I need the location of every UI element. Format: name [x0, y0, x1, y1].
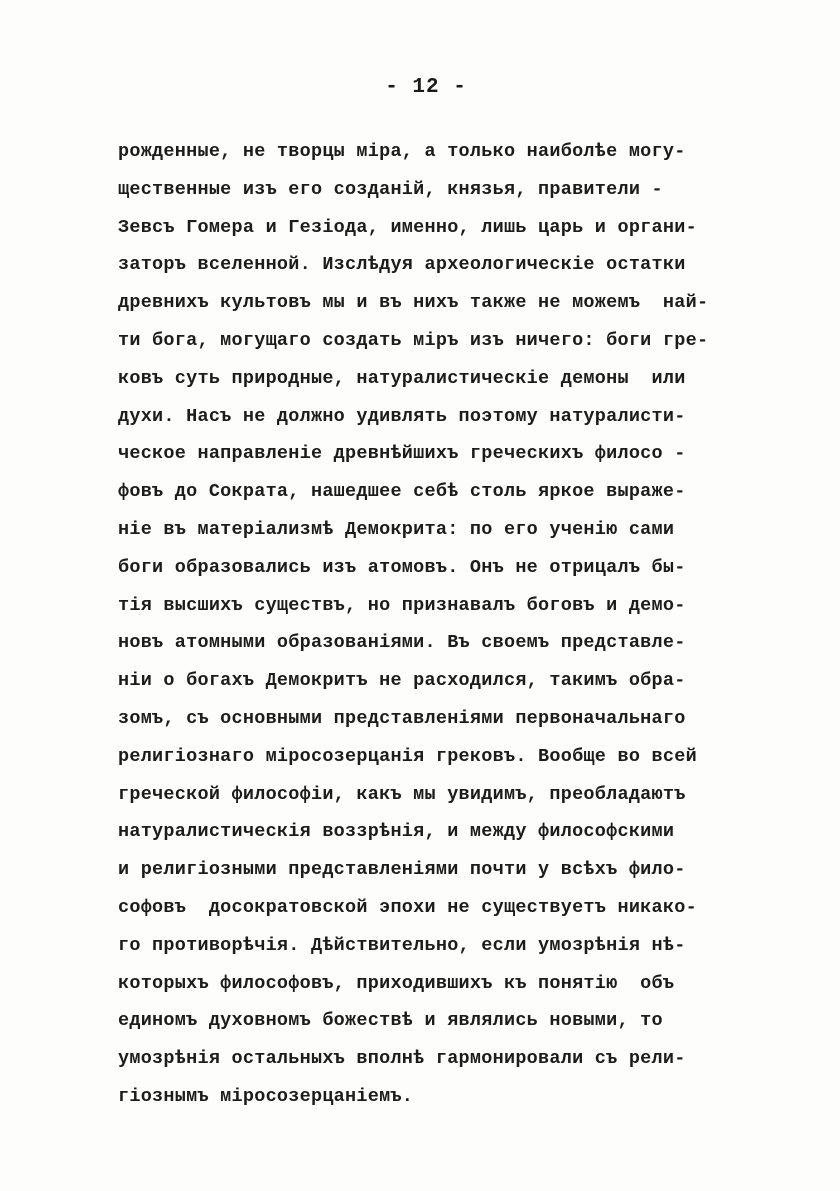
text-line: которыхъ философовъ, приходившихъ къ понятію объ: [118, 972, 675, 994]
text-line: ніи о богахъ Демокритъ не расходился, такимъ обра-: [118, 670, 686, 692]
text-line: фовъ до Сократа, нашедшее себѣ столь яркое выраже-: [118, 481, 686, 503]
text-line: натуралистическія воззрѣнія, и между философскими: [118, 821, 675, 843]
text-line: софовъ досократовской эпохи не существуетъ никако-: [118, 896, 697, 918]
page-number: - 12 -: [385, 76, 467, 99]
text-line: тія высшихъ существъ, но признавалъ боговъ и демо-: [118, 594, 686, 616]
body-text: [118, 133, 709, 1116]
text-line: заторъ вселенной. Изслѣдуя археологическіе остатки: [118, 254, 686, 276]
text-line: гіознымъ міросозерцаніемъ.: [118, 1085, 414, 1107]
text-line: греческой философіи, какъ мы увидимъ, преобладаютъ: [118, 783, 686, 805]
text-line: ніе въ матеріализмѣ Демокрита: по его ученію сами: [118, 518, 675, 540]
text-line: духи. Насъ не должно удивлять поэтому натуралисти-: [118, 405, 686, 427]
text-line: древнихъ культовъ мы и въ нихъ также не можемъ най-: [118, 292, 709, 314]
text-line: Зевсъ Гомера и Гезіода, именно, лишь царь и органи-: [118, 216, 697, 238]
text-line: ти бога, могущаго создать міръ изъ ничего: боги гре-: [118, 329, 709, 351]
text-line: и религіозными представленіями почти у всѣхъ фило-: [118, 859, 686, 881]
text-line: боги образовались изъ атомовъ. Онъ не отрицалъ бы-: [118, 556, 686, 578]
text-line: единомъ духовномъ божествѣ и являлись новыми, то: [118, 1010, 663, 1032]
text-line: ковъ суть природные, натуралистическіе демоны или: [118, 367, 686, 389]
text-line: зомъ, съ основными представленіями первоначальнаго: [118, 707, 686, 729]
text-line: рожденные, не творцы міра, а только наиболѣе могу-: [118, 141, 686, 162]
text-line: го противорѣчія. Дѣйствительно, если умозрѣнія нѣ-: [118, 934, 686, 956]
text-line: ческое направленіе древнѣйшихъ греческихъ филосо -: [118, 443, 686, 465]
text-line: новъ атомными образованіями. Въ своемъ представле-: [118, 632, 686, 654]
text-line: умозрѣнія остальныхъ вполнѣ гармонировали съ рели-: [118, 1048, 686, 1070]
text-line: щественные изъ его созданій, князья, правители -: [118, 178, 663, 200]
text-line: религіознаго міросозерцанія грековъ. Вообще во всей: [118, 745, 697, 767]
